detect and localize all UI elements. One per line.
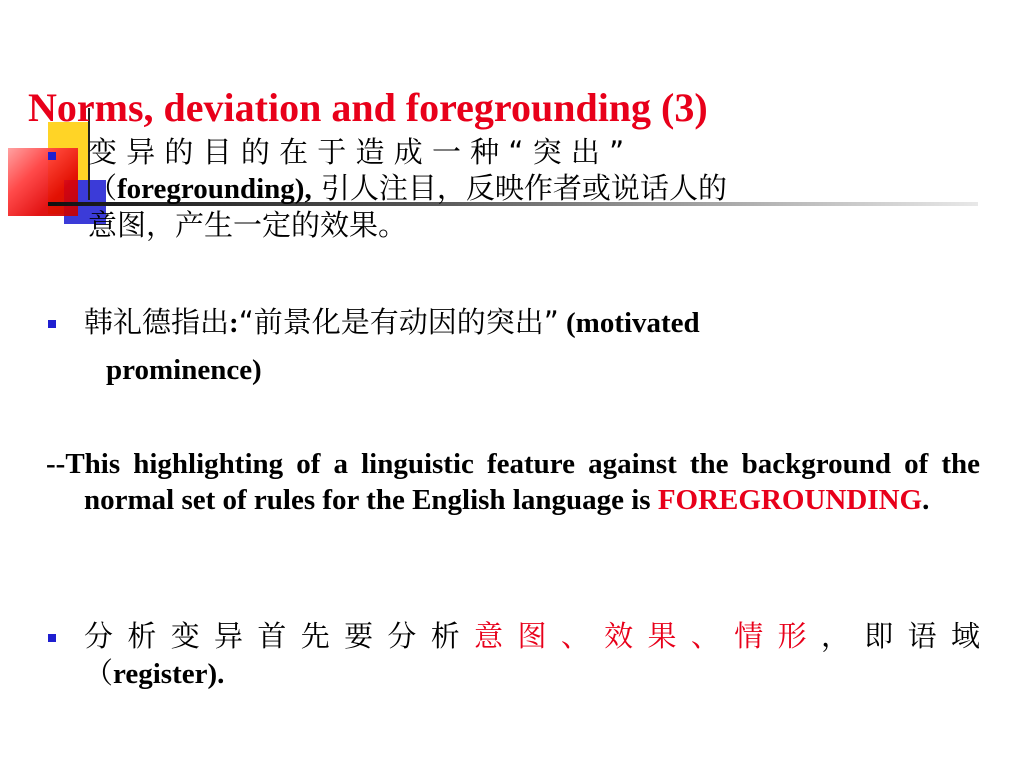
bullet-analysis-register [84, 618, 980, 692]
slide-title: Norms, deviation and foregrounding (3) [28, 85, 708, 130]
bullet-1-line-2 [88, 170, 980, 207]
definition-end: . [922, 484, 930, 516]
bullet-4-highlight: 意图、效果、情形 [474, 619, 821, 653]
halliday-zh: 韩礼德指出 [84, 305, 230, 339]
bullet-4-line-1 [84, 618, 980, 655]
square-bullet-icon [48, 320, 56, 328]
halliday-quote-en: (motivated [558, 307, 700, 339]
bullet-4-zh-end: ，即语域 [820, 619, 980, 653]
bullet-deviation-purpose [88, 134, 980, 243]
halliday-quote-continuation: prominence) [106, 354, 262, 386]
foregrounding-definition [46, 446, 980, 518]
halliday-quote-zh: “前景化是有动因的突出” [238, 305, 559, 339]
bullet-halliday-quote [84, 304, 976, 341]
bullet-1-line-2-zh: 引人注目，反映作者或说话人的 [311, 171, 727, 205]
bullet-1-line-1: 变 异 的 目 的 在 于 造 成 一 种 “ 突 出 ” [88, 135, 625, 169]
bullet-1-line-3: 意图，产生一定的效果。 [88, 208, 408, 242]
definition-text: --This highlighting of a linguistic feature against the background of the normal set of rules for the English language is [46, 448, 980, 516]
bullet-4-open-paren: （ [84, 656, 114, 690]
bullet-4-line-2 [84, 655, 980, 692]
bullet-4-zh: 分析变异首先要分析 [84, 619, 475, 653]
square-bullet-icon [48, 634, 56, 642]
definition-highlight: FOREGROUNDING [657, 484, 923, 516]
bullet-1-term-en: foregrounding), [117, 173, 312, 205]
bullet-1-open-paren: （ [88, 171, 118, 205]
bullet-4-register-en: register). [113, 658, 225, 690]
halliday-colon: : [229, 307, 239, 339]
square-bullet-icon [48, 152, 56, 160]
